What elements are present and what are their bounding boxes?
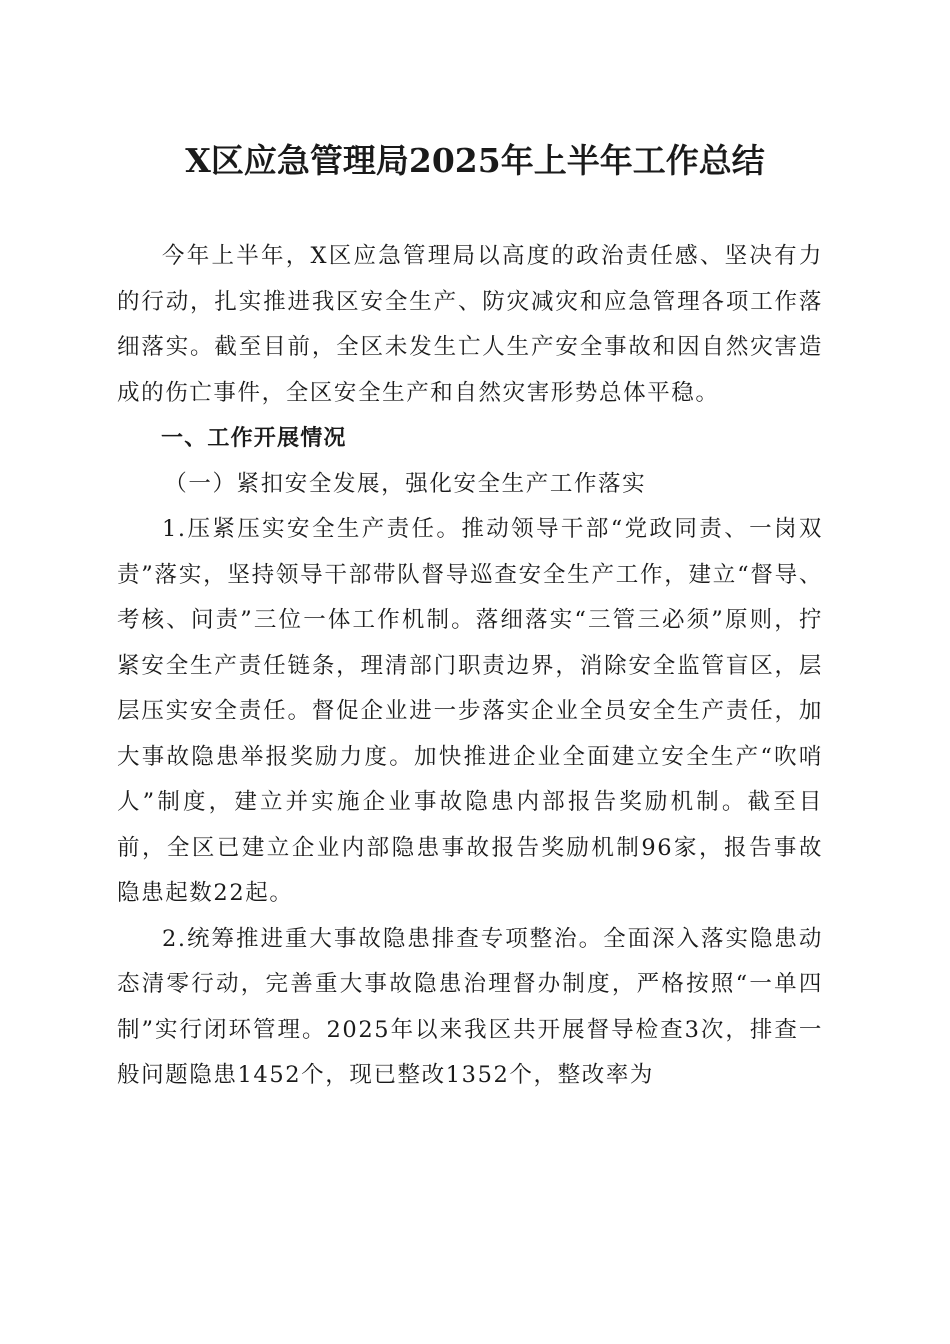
document-title: X区应急管理局2025年上半年工作总结	[185, 141, 765, 180]
paragraph-item-2: 2.统筹推进重大事故隐患排查专项整治。全面深入落实隐患动态清零行动，完善重大事故隐患治理督办制度，严格按照“一单四制”实行闭环管理。2025年以来我区共开展督导检查3次，排查一般问题隐患1452个，现已整改1352个，整改率为	[117, 925, 823, 1088]
document-body	[117, 234, 823, 1099]
section-heading-work-progress: 一、工作开展情况	[161, 426, 347, 451]
subsection-heading-safety-production: （一）紧扣安全发展，强化安全生产工作落实	[164, 470, 647, 497]
paragraph-item-1: 1.压紧压实安全生产责任。推动领导干部“党政同责、一岗双责”落实，坚持领导干部带队督导巡查安全生产工作，建立“督导、考核、问责”三位一体工作机制。落细落实“三管三必须”原则，拧紧安全生产责任链条，理清部门职责边界，消除安全监管盲区，层层压实安全责任。督促企业进一步落实企业全员安全生产责任，加大事故隐患举报奖励力度。加快推进企业全面建立安全生产“吹哨人”制度，建立并实施企业事故隐患内部报告奖励机制。截至目前，全区已建立企业内部隐患事故报告奖励机制96家，报告事故隐患起数22起。	[117, 516, 823, 906]
intro-paragraph: 今年上半年，X区应急管理局以高度的政治责任感、坚决有力的行动，扎实推进我区安全生产、防灾减灾和应急管理各项工作落细落实。截至目前，全区未发生亡人生产安全事故和因自然灾害造成的伤亡事件，全区安全生产和自然灾害形势总体平稳。	[117, 243, 823, 406]
